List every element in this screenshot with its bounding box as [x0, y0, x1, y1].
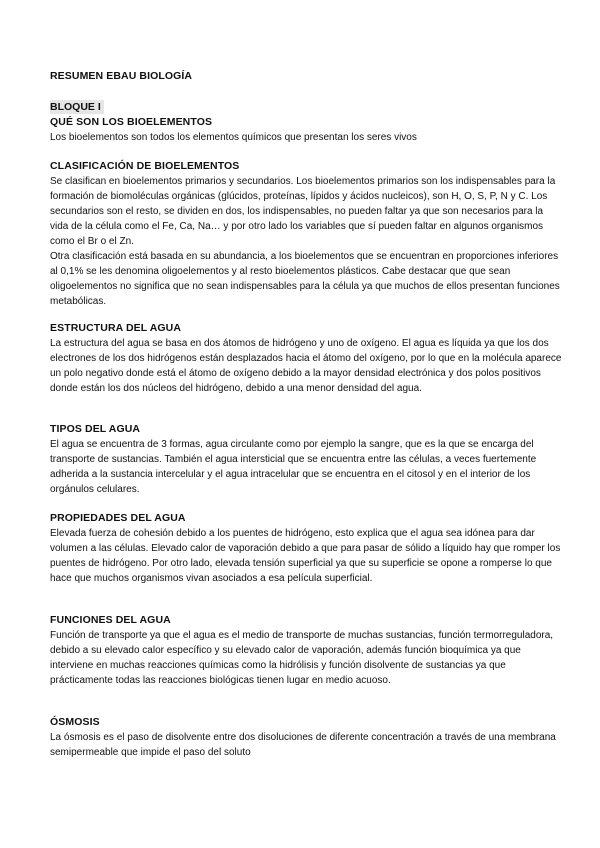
document-title: RESUMEN EBAU BIOLOGÍA — [50, 70, 193, 82]
section-heading: CLASIFICACIÓN DE BIOELEMENTOS — [50, 160, 240, 172]
section-propiedades-agua — [50, 511, 562, 586]
section-heading: TIPOS DEL AGUA — [50, 423, 141, 435]
section-heading: PROPIEDADES DEL AGUA — [50, 512, 186, 524]
section-heading: FUNCIONES DEL AGUA — [50, 614, 171, 626]
section-paragraph: Función de transporte ya que el agua es el medio de transporte de muchas sustancias, función termorreguladora, debido a su elevado calor específico y su elevado calor de vaporación, además función bioquímica ya que interviene en muchas reacciones químicas como la hidrólisis y función disolvente de sustancias ya que prácticamente todas las reacciones biológicas tienen lugar en medio acuoso. — [50, 630, 554, 686]
section-osmosis — [50, 715, 562, 760]
block-label: BLOQUE I — [50, 100, 104, 114]
section-paragraph: La estructura del agua se basa en dos átomos de hidrógeno y uno de oxígeno. El agua es líquida ya que los dos electrones de los dos hidrógenos están desplazados hacia el átomo del oxígeno, por lo que en la molécula aparece un polo negativo donde está el átomo de oxígeno debido a la mayor densidad electrónica y dos polos positivos donde están los dos núcleos del hidrógeno, debido a una menor densidad del agua. — [50, 338, 562, 394]
section-paragraph: Se clasifican en bioelementos primarios y secundarios. Los bioelementos primarios son los indispensables para la formación de biomoléculas orgánicas (glúcidos, proteínas, lípidos y ácidos nucleicos), son H, O, S, P, N y C. Los secundarios son el resto, se dividen en dos, los indispensables, no pueden faltar ya que son necesarios para la vida de la célula como el Fe, Ca, Na… y por otro lado los variables que sí pueden faltar en algunos organismos como el Br o el Zn. — [50, 176, 556, 247]
section-estructura-agua — [50, 321, 562, 396]
section-paragraph: Elevada fuerza de cohesión debido a los puentes de hidrógeno, esto explica que el agua sea idónea para dar volumen a las células. Elevado calor de vaporación debido a que para pasar de sólido a líquido hay que romper los puentes de hidrógeno. Por otro lado, elevada tensión superficial ya que su superficie se opone a romperse lo que hace que muchos organismos vivan asociados a esa película superficial. — [50, 528, 561, 584]
section-heading: ÓSMOSIS — [50, 716, 100, 728]
section-clasificacion-bioelementos — [50, 159, 562, 309]
section-heading: QUÉ SON LOS BIOELEMENTOS — [50, 116, 213, 128]
document-page — [50, 0, 562, 848]
section-heading: ESTRUCTURA DEL AGUA — [50, 322, 182, 334]
section-paragraph: Los bioelementos son todos los elementos químicos que presentan los seres vivos — [50, 132, 417, 143]
section-paragraph: La ósmosis es el paso de disolvente entre dos disoluciones de diferente concentración a través de una membrana semipermeable que impide el paso del soluto — [50, 732, 556, 758]
section-paragraph: Otra clasificación está basada en su abundancia, a los bioelementos que se encuentran en proporciones inferiores al 0,1% se les denomina oligoelementos y al resto bioelementos plásticos. Cabe destacar que que sean oligoelementos no significa que no sean indispensables para la célula ya que muchos de ellos presentan funciones metabólicas. — [50, 251, 560, 307]
section-tipos-agua — [50, 422, 562, 497]
section-funciones-agua — [50, 613, 562, 688]
section-que-son-bioelementos — [50, 115, 562, 145]
section-paragraph: El agua se encuentra de 3 formas, agua circulante como por ejemplo la sangre, que es la que se encarga del transporte de sustancias. También el agua intersticial que se encuentra entre las células, a veces fuertemente adherida a la sustancia intercelular y el agua intracelular que se encuentra en el citosol y en el interior de los orgánulos celulares. — [50, 439, 537, 495]
